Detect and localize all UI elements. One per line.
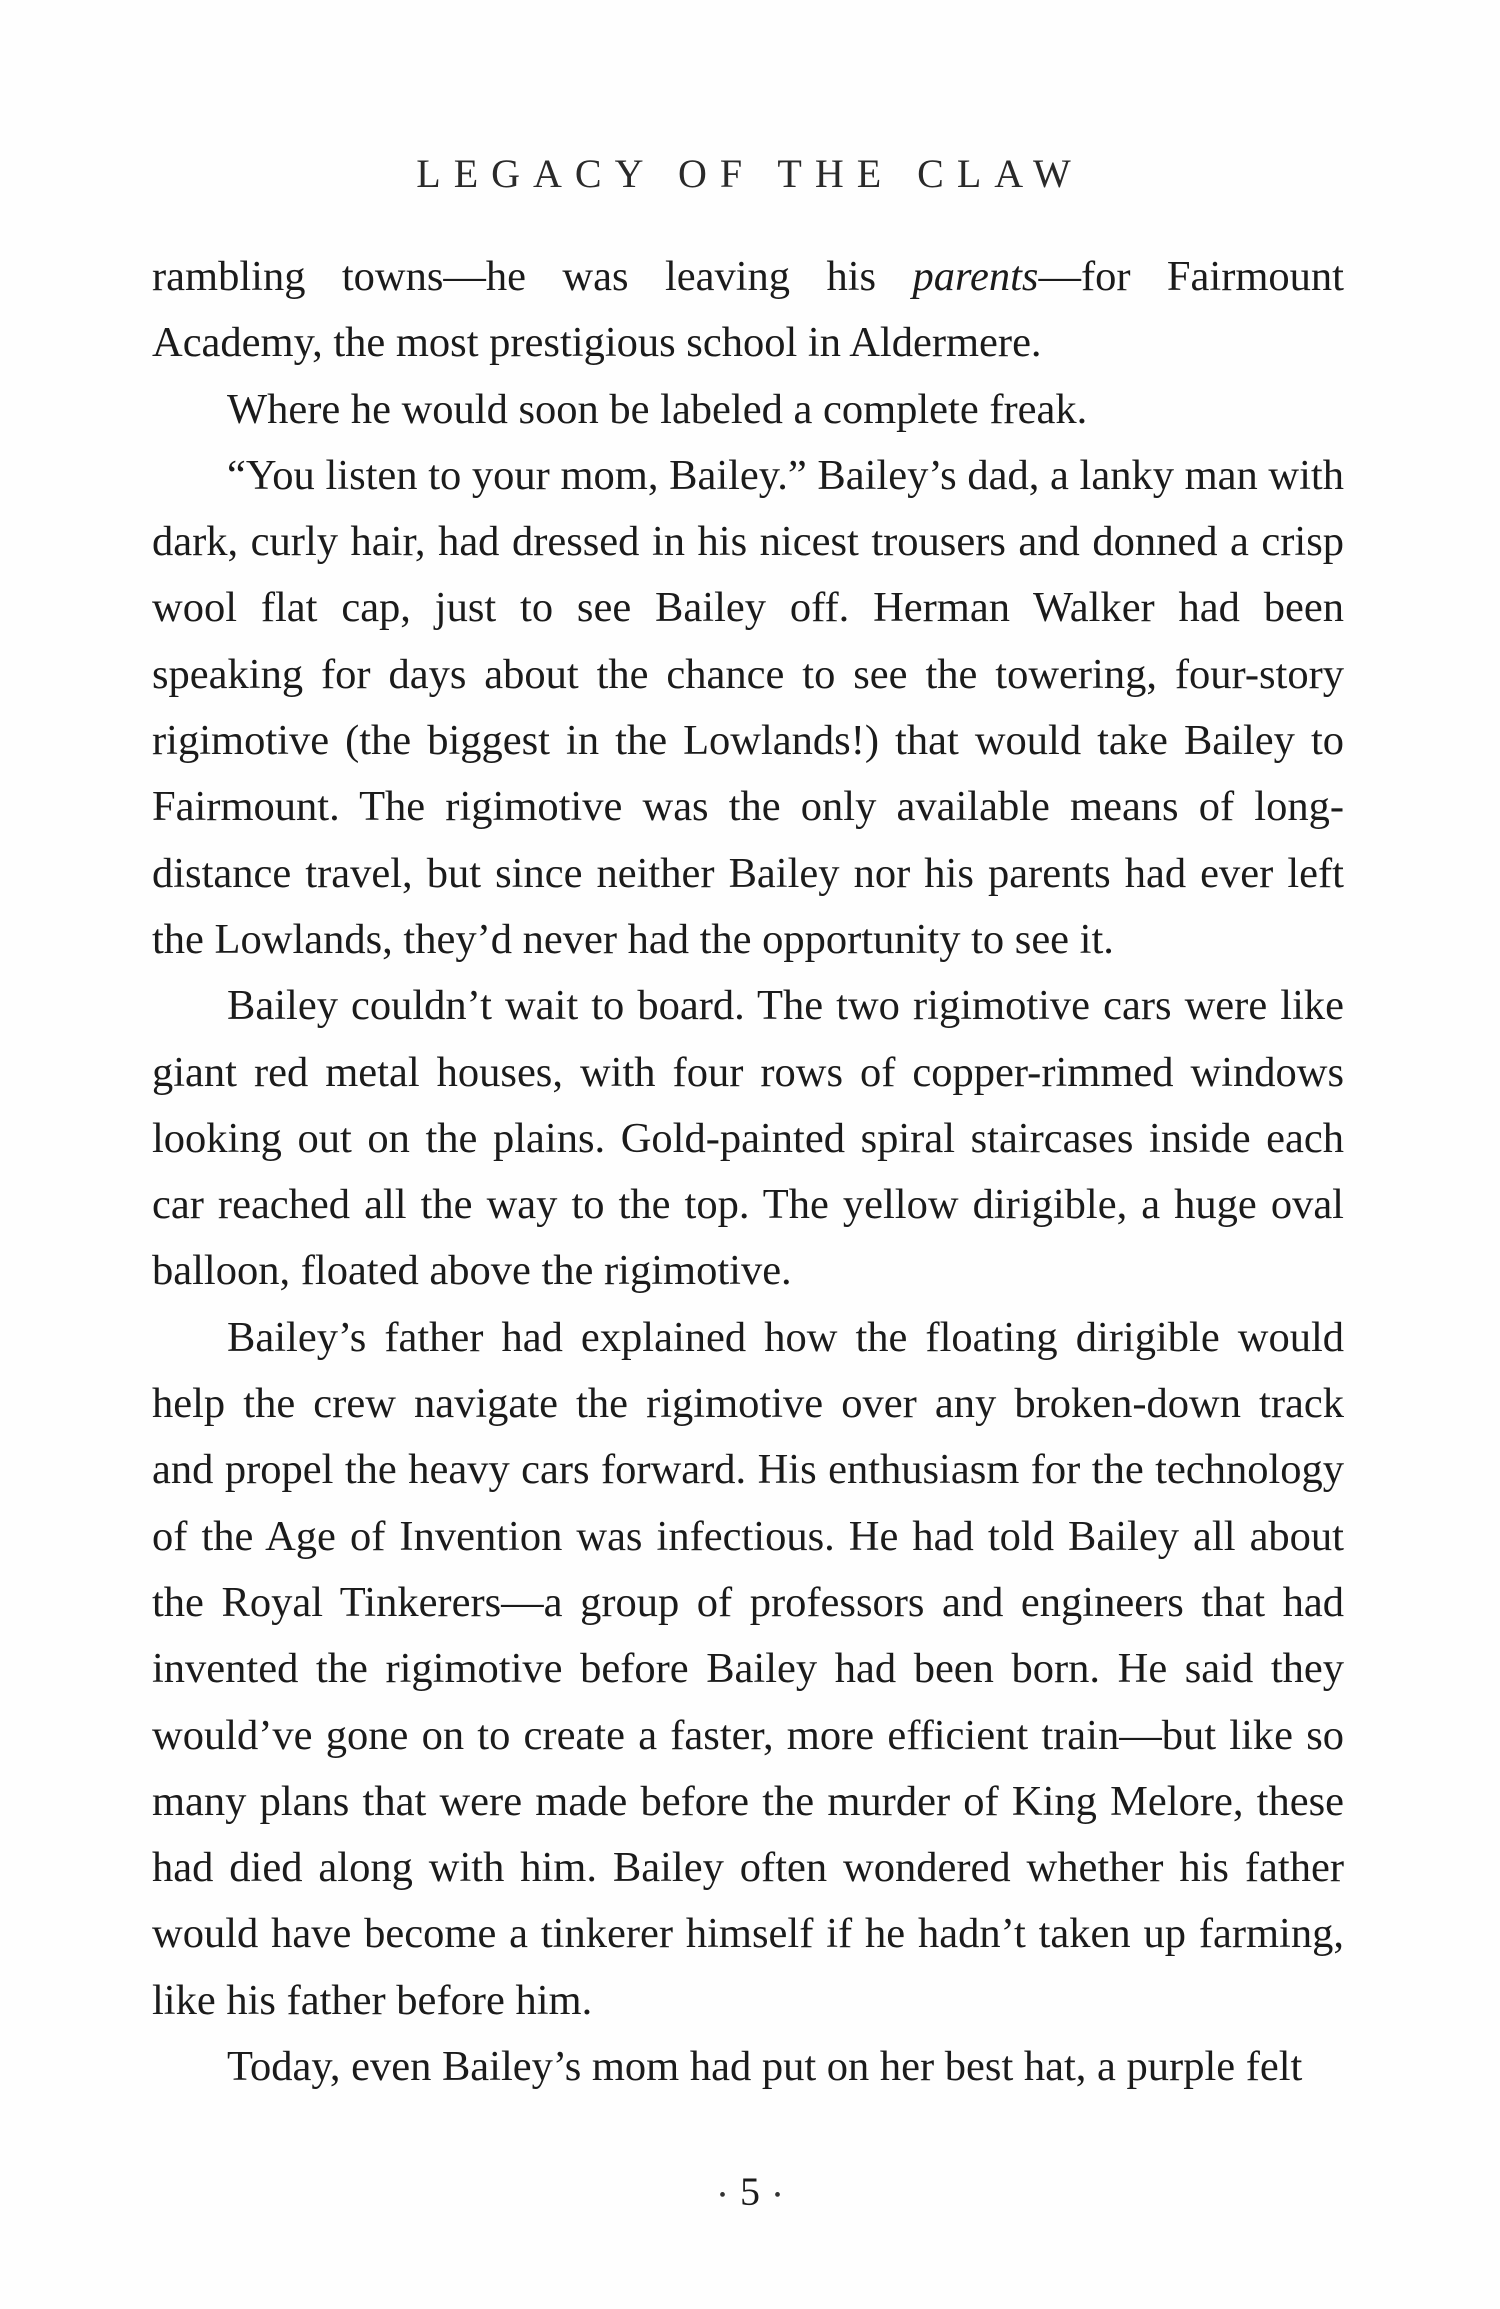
paragraph-4: Bailey couldn’t wait to board. The two rigimotive cars were like giant red metal houses, with four rows of copper-rimmed windows looking out on the plains. Gold-painted spiral staircases inside each car reached all the way to the top. The yellow dirigible, a huge oval balloon, floated above the rigimotive. bbox=[152, 982, 1344, 1295]
paragraph-6: Today, even Bailey’s mom had put on her best hat, a purple felt bbox=[227, 2043, 1303, 2091]
page-number-value: 5 bbox=[740, 2169, 760, 2214]
emphasis-parents: parents bbox=[912, 253, 1039, 300]
paragraph-5: Bailey’s father had explained how the floating dirigible would help the crew navigate the rigimotive over any broken-down track and propel the heavy cars forward. His enthusiasm for the technology of the Age of Invention was infectious. He had told Bailey all about the Royal Tinkerers—a group of professors and engineers that had invented the rigimotive before Bailey had been born. He said they would’ve gone on to create a faster, more efficient train—but like so many plans that were made before the murder of King Melore, these had died along with him. Bailey often wondered whether his father would have become a tinkerer himself if he hadn’t taken up farming, like his father before him. bbox=[152, 1313, 1344, 2024]
body-text bbox=[152, 244, 1344, 2100]
ornament-dot-left: • bbox=[718, 2184, 726, 2207]
ornament-dot-right: • bbox=[774, 2184, 782, 2207]
paragraph-1 bbox=[152, 244, 1344, 377]
paragraph-2: Where he would soon be labeled a complete freak. bbox=[227, 385, 1088, 433]
paragraph-1-after: —for Fairmount Academy, the most prestigious school in Aldermere. bbox=[152, 253, 1344, 367]
paragraph-3: “You listen to your mom, Bailey.” Bailey’s dad, a lanky man with dark, curly hair, had dressed in his nicest trousers and donned a crisp wool flat cap, just to see Bailey off. Herman Walker had been speaking for days about the chance to see the towering, four-story rigimotive (the biggest in the Lowlands!) that would take Bailey to Fairmount. The rigimotive was the only available means of long-distance travel, but since neither Bailey nor his parents had ever left the Lowlands, they’d never had the opportunity to see it. bbox=[152, 451, 1344, 963]
running-head: LEGACY OF THE CLAW bbox=[416, 151, 1084, 196]
paragraph-1-before: rambling towns—he was leaving his bbox=[152, 253, 913, 300]
page-number bbox=[0, 2168, 1500, 2215]
